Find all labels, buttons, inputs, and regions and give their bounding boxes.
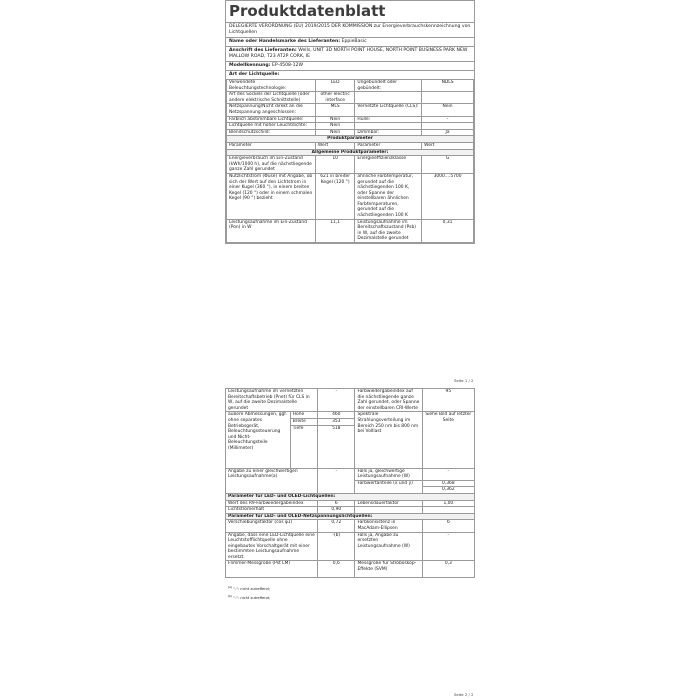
param-label <box>355 92 422 104</box>
table-row <box>227 129 474 136</box>
param-label: Lichtstromerhalt <box>226 507 318 514</box>
dimension-name: Breite <box>290 418 317 425</box>
regulation-text: DELEGIERTE VERORDNUNG (EU) 2019/2015 DER KOMMISSION zur Energieverbrauchskennzeichnung von Lichtquellen <box>226 23 474 38</box>
table-row <box>226 520 475 532</box>
supplier-name-label: Name oder Handelsmarke des Lieferanten: <box>229 39 341 44</box>
param-value: 3000....5700 <box>422 173 474 219</box>
param-label: Vernetzte Lichtquelle (CLS): <box>355 104 422 116</box>
footnote <box>225 584 475 592</box>
table-row <box>227 156 474 174</box>
param-value: G <box>422 156 474 174</box>
param-value: 6 <box>318 500 355 507</box>
led-params-header: Parameter für LED- und OLED-Lichtquellen: <box>226 493 475 500</box>
param-label: Verwendete Beleuchtungstechnologie: <box>227 80 316 92</box>
param-label: Angabe, dass eine LED-Lichtquelle eine Leuchtstofflichtquelle ohne eingebautes Vorschaltgerät mit einer bestimmten Leistungsaufnahme ersetzt. <box>226 532 318 561</box>
footnote-text: "-": nicht zutreffend; <box>233 595 271 600</box>
parameters-table-continued <box>225 388 475 578</box>
param-value: Nein <box>315 123 355 130</box>
table-row <box>226 412 475 419</box>
page-1-frame <box>225 0 475 244</box>
table-row <box>226 561 475 578</box>
product-params-header: Produktparameter <box>227 136 474 143</box>
table-row <box>226 532 475 561</box>
param-label: Farbkonsistenz in MacAdam-Ellipsen <box>355 520 422 532</box>
model-value: EP-4508-12W <box>272 63 303 68</box>
datasheet-page-2 <box>225 388 475 601</box>
column-header-row <box>227 142 474 149</box>
light-source-type-heading <box>226 71 474 79</box>
general-params-header: Allgemeine Produktparameter: <box>227 149 474 156</box>
param-label: Leistungsaufnahme im Ein-Zustand (Pon) in W <box>227 219 316 242</box>
param-label <box>355 507 422 514</box>
mains-params-header: Parameter für LED- und OLED-Netzspannungslichtquellen: <box>226 513 475 520</box>
param-label: Blendschutzschild: <box>227 129 316 136</box>
table-row <box>227 104 474 116</box>
column-header-param: Parameter <box>355 142 422 149</box>
dimension-name: Tiefe <box>290 425 317 468</box>
supplier-address-label: Anschrift des Lieferanten: <box>229 48 297 53</box>
param-label: Leistungsaufnahme im Bereitschaftszustand (Psb) in W, auf die zweite Dezimalstelle gerundet <box>355 219 422 242</box>
param-value <box>422 92 474 104</box>
param-value: 0,31 <box>422 219 474 242</box>
param-label: Energieeffizienzklasse <box>355 156 422 174</box>
footnote-mark: (b) <box>228 593 233 598</box>
param-value: 0,6 <box>318 561 355 578</box>
param-label: ähnliche Farbtemperatur, gerundet auf die nächstliegenden 100 K, oder Spanne der einstellbaren ähnlichen Farbtemperaturen, gerundet auf die nächstliegenden 100 K <box>355 173 422 219</box>
param-label: Energieverbrauch im Ein-Zustand (kWh/1000 h), auf die nächstliegende ganze Zahl gerundet <box>227 156 316 174</box>
spectral-label: Spektrale Strahlungsverteilung im Bereich 250 nm bis 800 nm bei Volllast <box>355 412 422 468</box>
table-row <box>227 219 474 242</box>
param-value: Ja <box>422 129 474 136</box>
column-header-param: Parameter <box>227 142 316 149</box>
param-label: Dimmbar: <box>355 129 422 136</box>
param-value <box>422 507 474 514</box>
section-header-row <box>227 149 474 156</box>
param-value: 95 <box>422 389 474 412</box>
supplier-address-value: Wells, UNIT 3D NORTH POINT HOUSE, NORTH POINT BUSINESS PARK NEW MALLOW ROAD, T23 AT2P CORK, IE <box>229 48 468 59</box>
color-y-value: 0,362 <box>422 487 474 494</box>
model-label: Modellkennung: <box>229 63 271 68</box>
param-value: Nein <box>315 129 355 136</box>
param-value: Nein <box>315 116 355 123</box>
table-row <box>226 389 475 412</box>
param-label: Angabe zu einer gleichwertigen Leistungsaufnahme(a) <box>226 468 318 493</box>
param-value: 0,90 <box>318 507 355 514</box>
param-label: Nutzlichtstrom (Φuse) mit Angabe, ob sich der Wert auf den Lichtstrom in einer Kugel (360 °), in einem breiten Kegel (120 °) oder in einem schmalen Kegel (90 °) bezieht <box>227 173 316 219</box>
light-source-type-label: Art der Lichtquelle: <box>229 72 280 77</box>
footnote <box>225 593 475 601</box>
supplier-name-value: EppieBasic <box>341 39 367 44</box>
param-value: - <box>318 389 355 412</box>
param-label: Falls ja, Angabe zu ersetzten Leistungsaufnahme (W) <box>355 532 422 561</box>
param-value: - <box>318 468 355 493</box>
param-label: Verschiebungsfaktor (cos φ1) <box>226 520 318 532</box>
param-label: Art des Sockels der Lichtquelle (oder andere elektrische Schnittstelle) <box>227 92 316 104</box>
param-value: - <box>422 532 474 561</box>
supplier-address-row <box>226 47 474 62</box>
param-value: 6 <box>422 520 474 532</box>
section-header-row <box>226 493 475 500</box>
param-value: 11,1 <box>315 219 355 242</box>
table-row <box>227 173 474 219</box>
param-label: Farbwiedergabeindex auf die nächstliegende ganze Zahl gerundet, oder Spanne der einstellbaren CRI-Werte <box>355 389 422 412</box>
spectral-value: Siehe Bild auf letzter Seite <box>422 412 474 468</box>
model-row <box>226 62 474 71</box>
table-row <box>226 468 475 480</box>
param-label: Hülle: <box>355 116 422 123</box>
table-row <box>227 92 474 104</box>
table-row <box>227 116 474 123</box>
param-value: MLS <box>315 104 355 116</box>
param-value: NDLS <box>422 80 474 92</box>
page-number: Seite 2 / 2 <box>454 692 474 697</box>
table-row <box>227 80 474 92</box>
param-label: Messgröße für Stroboskop-Effekte (SVM) <box>355 561 422 578</box>
section-header-row <box>226 513 475 520</box>
param-label: Ungebündelt oder gebündelt: <box>355 80 422 92</box>
param-label: Farblich abstimmbare Lichtquelle: <box>227 116 316 123</box>
param-value: 1,00 <box>422 500 474 507</box>
param-value: Nein <box>422 104 474 116</box>
param-label: Netzspannung/Nicht direkt an die Netzspannung angeschlossen: <box>227 104 316 116</box>
param-label: Flimmer-Messgröße (Pst LM) <box>226 561 318 578</box>
page-number: Seite 1 / 2 <box>454 378 474 383</box>
color-x-value: 0,368 <box>422 480 474 487</box>
param-value: 10 <box>315 156 355 174</box>
param-label <box>355 123 422 130</box>
param-label: Farbwertanteile (x und y) <box>355 480 422 493</box>
table-row <box>226 500 475 507</box>
section-header-row <box>227 136 474 143</box>
dimensions-label: äußere Abmessungen, ggf. ohne separates Betriebsgerät, Beleuchtungssteuerung und Nicht-Beleuchtungsteile (Millimeter) <box>226 412 291 468</box>
param-value: 0,3 <box>422 561 474 578</box>
footnote-text: "-": nicht zutreffend; <box>233 587 271 592</box>
dimension-value: 353 <box>318 418 355 425</box>
param-value: LED <box>315 80 355 92</box>
dimension-value: 518 <box>318 425 355 468</box>
footnote-mark: (a) <box>228 585 233 590</box>
column-header-value: Wert <box>422 142 474 149</box>
table-row <box>227 123 474 130</box>
param-label: Lebensdauerfaktor <box>355 500 422 507</box>
param-label: Leistungsaufnahme im vernetzten Bereitschaftsbetrieb (Pnet) für CLS in W, auf die zweite Dezimalstelle gerundet <box>226 389 318 412</box>
param-label: Wert des R9-Farbwiedergabeindex <box>226 500 318 507</box>
param-value: 0,72 <box>318 520 355 532</box>
param-value <box>422 123 474 130</box>
dimension-name: Höhe <box>290 412 317 419</box>
param-value: 621 in breiter Kegel (120 °) <box>315 173 355 219</box>
light-source-type-table <box>226 79 474 243</box>
table-row <box>226 507 475 514</box>
param-value: other electric interface <box>315 92 355 104</box>
param-value: -(b) <box>318 532 355 561</box>
dimension-value: 460 <box>318 412 355 419</box>
param-label: Lichtquelle mit hoher Leuchtdichte: <box>227 123 316 130</box>
datasheet-page-1 <box>225 0 475 244</box>
page-title: Produktdatenblatt <box>226 1 474 23</box>
column-header-value: Wert <box>315 142 355 149</box>
param-value: - <box>422 116 474 123</box>
param-label: Falls ja, gleichwertige Leistungsaufnahme (W) <box>355 468 422 480</box>
param-value: - <box>422 468 474 480</box>
supplier-name-row <box>226 38 474 47</box>
